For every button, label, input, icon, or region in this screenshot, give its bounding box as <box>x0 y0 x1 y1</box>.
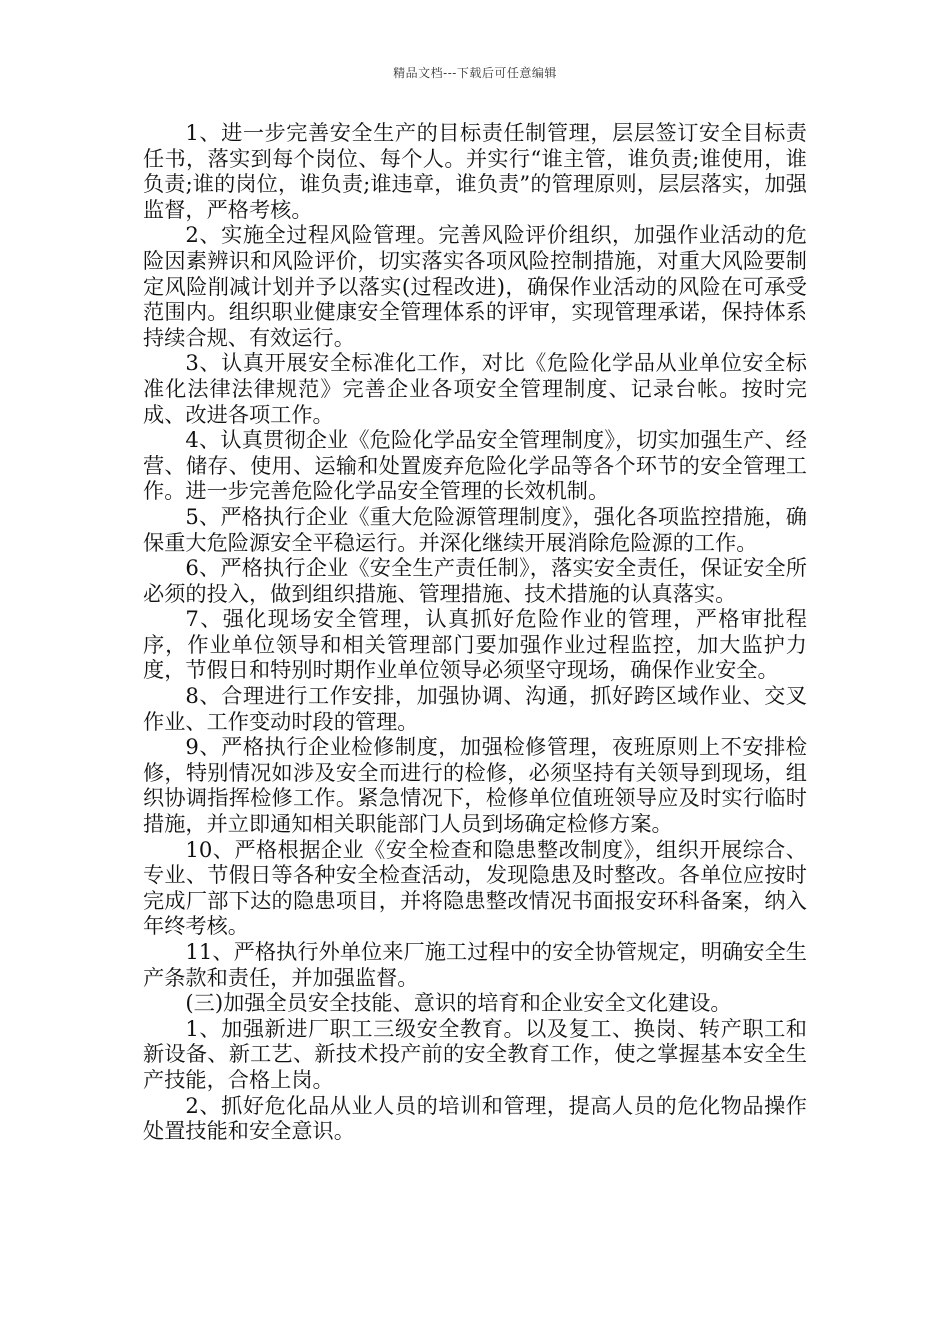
paragraph-training-1: 1、加强新进厂职工三级安全教育。以及复工、换岗、转产职工和新设备、新工艺、新技术投产前的安全教育工作，使之掌握基本安全生产技能，合格上岗。 <box>143 1015 807 1092</box>
paragraph-item-5: 5、严格执行企业《重大危险源管理制度》，强化各项监控措施，确保重大危险源安全平稳运行。并深化继续开展消除危险源的工作。 <box>143 503 807 555</box>
page-header: 精品文档---下载后可任意编辑 <box>393 66 557 80</box>
paragraph-item-7: 7、强化现场安全管理，认真抓好危险作业的管理，严格审批程序，作业单位领导和相关管理部门要加强作业过程监控，加大监护力度，节假日和特别时期作业单位领导必须坚守现场，确保作业安全。 <box>143 606 807 683</box>
paragraph-item-6: 6、严格执行企业《安全生产责任制》，落实安全责任，保证安全所必须的投入，做到组织措施、管理措施、技术措施的认真落实。 <box>143 555 807 606</box>
paragraph-item-8: 8、合理进行工作安排，加强协调、沟通，抓好跨区域作业、交叉作业、工作变动时段的管理。 <box>143 683 807 734</box>
paragraph-item-3: 3、认真开展安全标准化工作，对比《危险化学品从业单位安全标准化法律法律规范》完善企业各项安全管理制度、记录台帐。按时完成、改进各项工作。 <box>143 350 807 427</box>
paragraph-item-1: 1、进一步完善安全生产的目标责任制管理，层层签订安全目标责任书，落实到每个岗位、每个人。并实行“谁主管，谁负责;谁使用，谁负责;谁的岗位，谁负责;谁违章，谁负责”的管理原则，层层落实，加强监督，严格考核。 <box>143 120 807 222</box>
paragraph-item-4: 4、认真贯彻企业《危险化学品安全管理制度》，切实加强生产、经营、储存、使用、运输和处置废弃危险化学品等各个环节的安全管理工作。进一步完善危险化学品安全管理的长效机制。 <box>143 427 807 504</box>
paragraph-item-2: 2、实施全过程风险管理。完善风险评价组织，加强作业活动的危险因素辨识和风险评价，切实落实各项风险控制措施，对重大风险要制定风险削减计划并予以落实(过程改进)，确保作业活动的风险在可承受范围内。组织职业健康安全管理体系的评审，实现管理承诺，保持体系持续合规、有效运行。 <box>143 222 807 350</box>
paragraph-training-2: 2、抓好危化品从业人员的培训和管理，提高人员的危化物品操作处置技能和安全意识。 <box>143 1092 807 1144</box>
paragraph-item-10: 10、严格根据企业《安全检查和隐患整改制度》，组织开展综合、专业、节假日等各种安全检查活动，发现隐患及时整改。各单位应按时完成厂部下达的隐患项目，并将隐患整改情况书面报安环科备案，纳入年终考核。 <box>143 836 807 939</box>
document-body <box>143 120 807 1144</box>
paragraph-item-9: 9、严格执行企业检修制度，加强检修管理，夜班原则上不安排检修，特别情况如涉及安全而进行的检修，必须坚持有关领导到现场，组织协调指挥检修工作。紧急情况下，检修单位值班领导应及时实行临时措施，并立即通知相关职能部门人员到场确定检修方案。 <box>143 734 807 837</box>
paragraph-item-11: 11、严格执行外单位来厂施工过程中的安全协管规定，明确安全生产条款和责任，并加强监督。 <box>143 939 807 990</box>
section-heading-3: (三)加强全员安全技能、意识的培育和企业安全文化建设。 <box>185 990 732 1016</box>
